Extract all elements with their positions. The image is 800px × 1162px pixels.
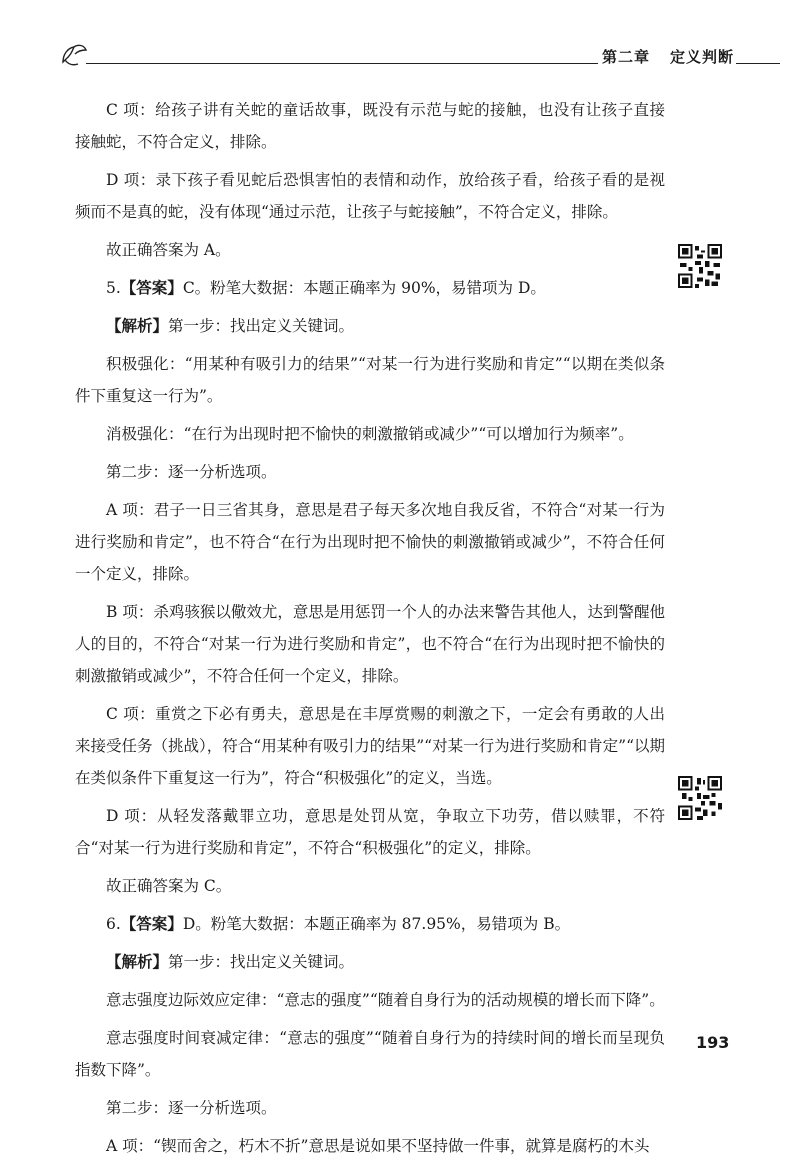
paragraph-text: A 项：“锲而舍之，朽木不折”意思是说如果不坚持做一件事，就算是腐朽的木头 bbox=[106, 1137, 650, 1155]
paragraph bbox=[75, 1130, 665, 1162]
paragraph bbox=[75, 870, 665, 902]
paragraph-text: 第一步：找出定义关键词。 bbox=[168, 953, 355, 971]
chapter-label: 第二章 bbox=[602, 48, 651, 66]
paragraph bbox=[75, 908, 665, 940]
paragraph-text: 第一步：找出定义关键词。 bbox=[168, 317, 355, 335]
paragraph bbox=[75, 234, 665, 266]
section-tag: 【解析】 bbox=[106, 952, 169, 971]
paragraph-text: 意志强度时间衰减定律：“意志的强度”“随着自身行为的持续时间的增长而呈现负指数下降”。 bbox=[75, 1029, 665, 1079]
section-label: 定义判断 bbox=[670, 48, 735, 66]
paragraph-text: 故正确答案为 A。 bbox=[106, 241, 231, 259]
paragraph bbox=[75, 1092, 665, 1124]
paragraph-text: C 项：重赏之下必有勇夫，意思是在丰厚赏赐的刺激之下，一定会有勇敢的人出来接受任务（挑战），符合“用某种有吸引力的结果”“对某一行为进行奖励和肯定”“以期在类似条件下重复这一行为”，符合“积极强化”的定义，当选。 bbox=[75, 705, 665, 787]
paragraph-text: D 项：从轻发落戴罪立功，意思是处罚从宽，争取立下功劳，借以赎罪，不符合“对某一行为进行奖励和肯定”，不符合“积极强化”的定义，排除。 bbox=[75, 807, 665, 857]
question-number: 5. bbox=[106, 279, 121, 297]
paragraph bbox=[75, 946, 665, 978]
qr-code-icon[interactable] bbox=[678, 244, 722, 288]
paragraph bbox=[75, 272, 665, 304]
paragraph bbox=[75, 164, 665, 228]
page-header bbox=[60, 42, 780, 72]
header-rule-left bbox=[86, 63, 598, 64]
paragraph bbox=[75, 418, 665, 450]
paragraph bbox=[75, 494, 665, 590]
section-tag: 【答案】 bbox=[120, 914, 183, 933]
question-number: 6. bbox=[106, 915, 121, 933]
paragraph-text: B 项：杀鸡骇猴以儆效尤，意思是用惩罚一个人的办法来警告其他人，达到警醒他人的目的，不符合“对某一行为进行奖励和肯定”，也不符合“在行为出现时把不愉快的刺激撤销或减少”，不符合任何一个定义，排除。 bbox=[75, 603, 665, 685]
page-number: 193 bbox=[696, 1033, 730, 1052]
paragraph-text: 意志强度边际效应定律：“意志的强度”“随着自身行为的活动规模的增长而下降”。 bbox=[106, 991, 665, 1009]
paragraph-text: D 项：录下孩子看见蛇后恐惧害怕的表情和动作，放给孩子看，给孩子看的是视频而不是真的蛇，没有体现“通过示范，让孩子与蛇接触”，不符合定义，排除。 bbox=[75, 171, 665, 221]
main-text bbox=[75, 94, 665, 1162]
paragraph-text: 故正确答案为 C。 bbox=[106, 877, 232, 895]
paragraph-text: 积极强化：“用某种有吸引力的结果”“对某一行为进行奖励和肯定”“以期在类似条件下重复这一行为”。 bbox=[75, 355, 665, 405]
paragraph-text: A 项：君子一日三省其身，意思是君子每天多次地自我反省，不符合“对某一行为进行奖励和肯定”，也不符合“在行为出现时把不愉快的刺激撤销或减少”，不符合任何一个定义，排除。 bbox=[75, 501, 665, 583]
paragraph-text: 第二步：逐一分析选项。 bbox=[106, 1099, 277, 1117]
paragraph-text: 第二步：逐一分析选项。 bbox=[106, 463, 277, 481]
header-rule-right bbox=[736, 63, 780, 64]
qr-code-icon[interactable] bbox=[678, 776, 722, 820]
section-tag: 【解析】 bbox=[106, 316, 169, 335]
paragraph-text: D。粉笔大数据：本题正确率为 87.95%，易错项为 B。 bbox=[182, 915, 571, 933]
leaf-logo-icon bbox=[60, 42, 90, 68]
paragraph bbox=[75, 456, 665, 488]
paragraph-text: C 项：给孩子讲有关蛇的童话故事，既没有示范与蛇的接触，也没有让孩子直接接触蛇，不符合定义，排除。 bbox=[75, 101, 665, 151]
paragraph bbox=[75, 94, 665, 158]
paragraph bbox=[75, 596, 665, 692]
section-tag: 【答案】 bbox=[120, 278, 183, 297]
paragraph-text: C。粉笔大数据：本题正确率为 90%，易错项为 D。 bbox=[182, 279, 546, 297]
paragraph bbox=[75, 698, 665, 794]
paragraph bbox=[75, 984, 665, 1016]
paragraph bbox=[75, 800, 665, 864]
paragraph bbox=[75, 310, 665, 342]
paragraph-text: 消极强化：“在行为出现时把不愉快的刺激撤销或减少”“可以增加行为频率”。 bbox=[106, 425, 634, 443]
paragraph bbox=[75, 1022, 665, 1086]
paragraph bbox=[75, 348, 665, 412]
